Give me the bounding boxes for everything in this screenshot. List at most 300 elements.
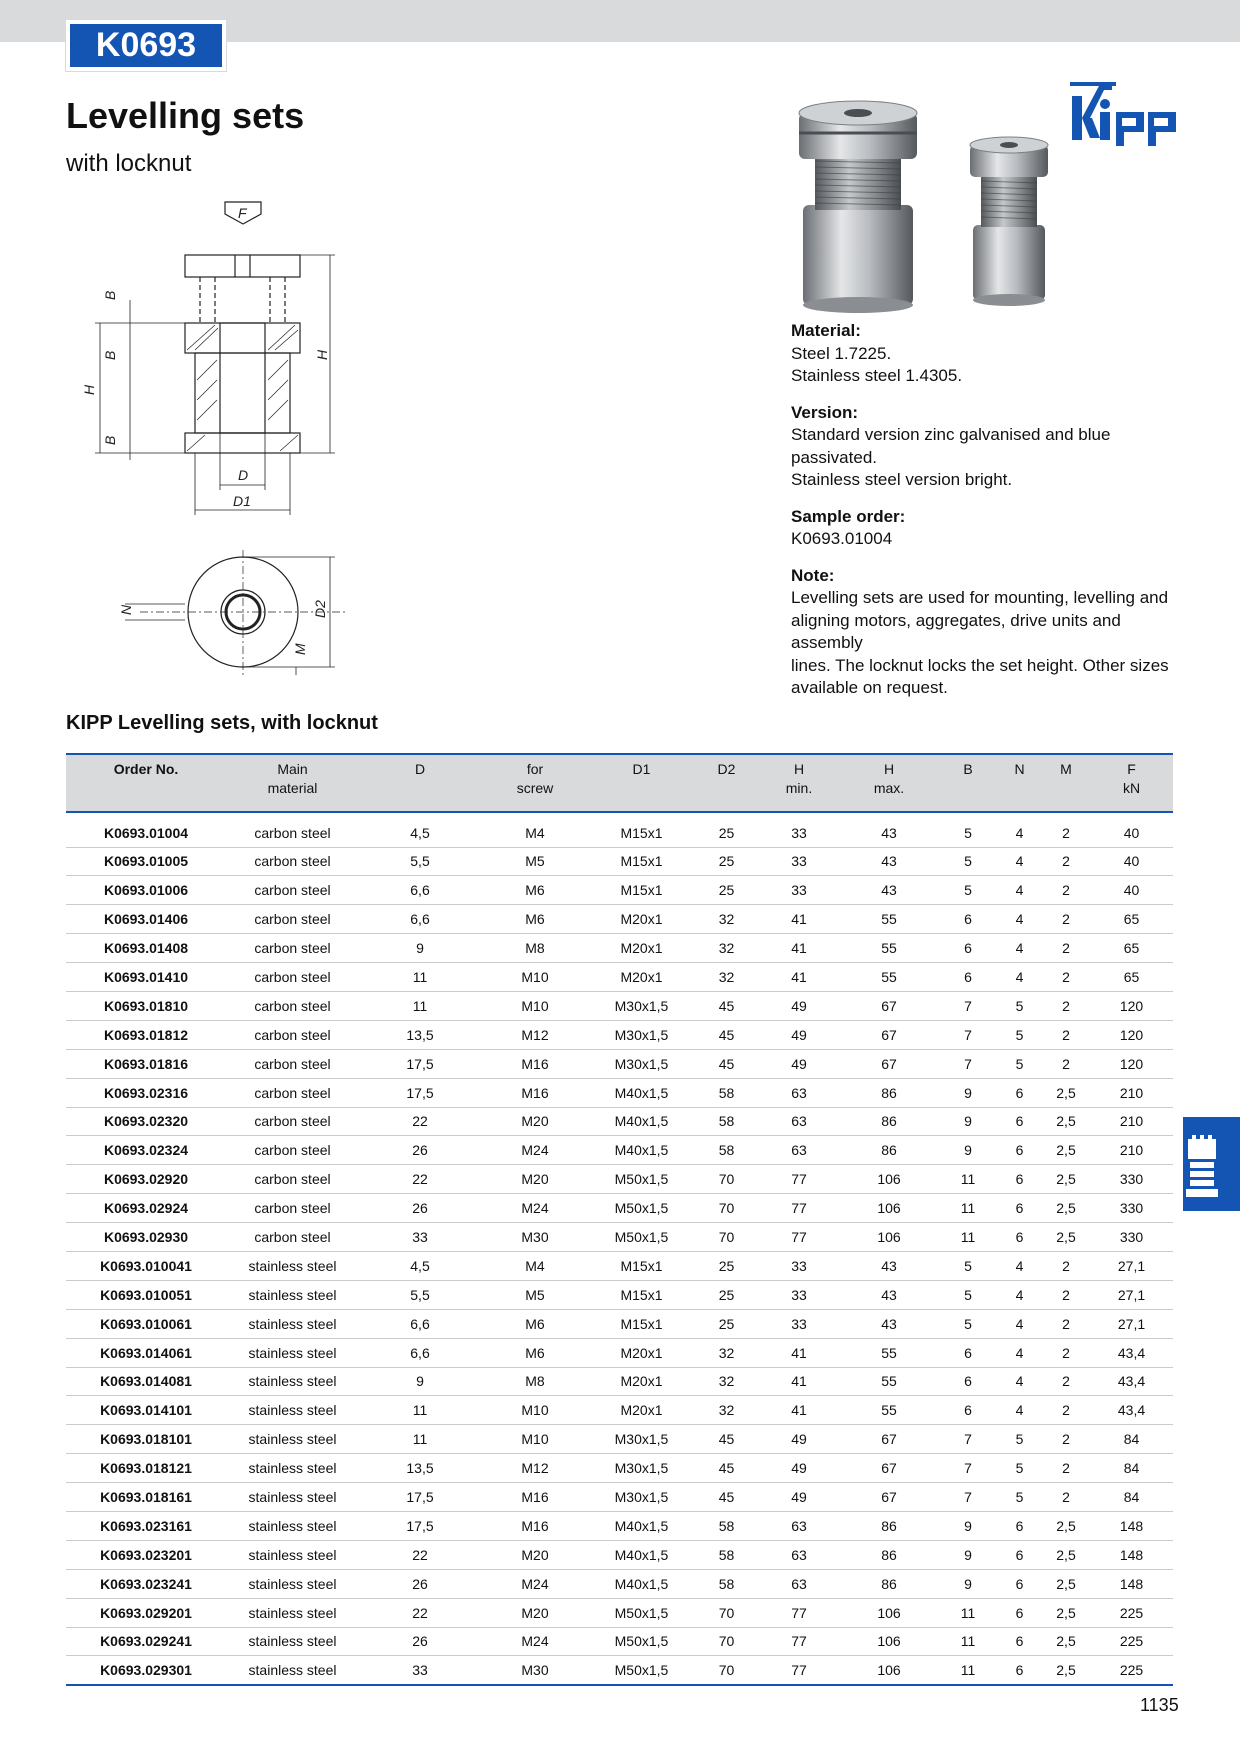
table-cell: 77 xyxy=(759,1194,839,1223)
table-cell: 86 xyxy=(839,1569,939,1598)
table-cell: 70 xyxy=(694,1223,759,1252)
table-row xyxy=(66,1367,1173,1396)
column-header xyxy=(759,754,839,812)
order-number-cell: K0693.02320 xyxy=(66,1107,226,1136)
table-row xyxy=(66,1280,1173,1309)
table-cell: stainless steel xyxy=(226,1251,359,1280)
table-cell: 84 xyxy=(1090,1454,1173,1483)
table-cell: 11 xyxy=(939,1627,997,1656)
table-cell: 11 xyxy=(939,1598,997,1627)
table-cell: 4,5 xyxy=(359,812,481,847)
table-cell: 32 xyxy=(694,934,759,963)
product-photo xyxy=(785,95,1065,320)
table-cell: M24 xyxy=(481,1569,589,1598)
table-cell: 43,4 xyxy=(1090,1367,1173,1396)
order-number-cell: K0693.01408 xyxy=(66,934,226,963)
table-cell: M12 xyxy=(481,1454,589,1483)
table-cell: 17,5 xyxy=(359,1483,481,1512)
table-row xyxy=(66,1165,1173,1194)
svg-text:D: D xyxy=(238,467,249,483)
table-cell: 6 xyxy=(997,1656,1042,1685)
version-heading: Version: xyxy=(791,402,859,422)
table-cell: 33 xyxy=(759,812,839,847)
table-cell: 32 xyxy=(694,1367,759,1396)
table-cell: 330 xyxy=(1090,1223,1173,1252)
table-cell: stainless steel xyxy=(226,1483,359,1512)
table-header-row xyxy=(66,754,1173,812)
order-number-cell: K0693.029301 xyxy=(66,1656,226,1685)
table-cell: 2,5 xyxy=(1042,1165,1090,1194)
table-cell: carbon steel xyxy=(226,1107,359,1136)
table-cell: 5 xyxy=(939,876,997,905)
table-cell: 210 xyxy=(1090,1136,1173,1165)
table-row xyxy=(66,1194,1173,1223)
table-cell: stainless steel xyxy=(226,1309,359,1338)
table-cell: M40x1,5 xyxy=(589,1107,694,1136)
svg-text:B: B xyxy=(102,350,118,360)
table-cell: M30x1,5 xyxy=(589,1020,694,1049)
table-cell: 70 xyxy=(694,1627,759,1656)
order-number-cell: K0693.018161 xyxy=(66,1483,226,1512)
table-cell: M50x1,5 xyxy=(589,1194,694,1223)
table-cell: carbon steel xyxy=(226,905,359,934)
column-header xyxy=(997,754,1042,812)
note-block xyxy=(791,565,1191,700)
note-line: aligning motors, aggregates, drive units and assembly xyxy=(791,610,1121,652)
table-cell: 63 xyxy=(759,1511,839,1540)
order-number-cell: K0693.02924 xyxy=(66,1194,226,1223)
order-number-cell: K0693.02324 xyxy=(66,1136,226,1165)
table-cell: 6 xyxy=(997,1511,1042,1540)
table-cell: 25 xyxy=(694,876,759,905)
table-cell: 11 xyxy=(939,1165,997,1194)
table-cell: 148 xyxy=(1090,1511,1173,1540)
table-cell: 5 xyxy=(939,1280,997,1309)
table-cell: 4 xyxy=(997,812,1042,847)
table-cell: 26 xyxy=(359,1194,481,1223)
table-row xyxy=(66,1656,1173,1685)
table-cell: 77 xyxy=(759,1656,839,1685)
technical-drawing xyxy=(81,200,415,695)
table-cell: M20 xyxy=(481,1107,589,1136)
table-cell: 5,5 xyxy=(359,847,481,876)
table-cell: 84 xyxy=(1090,1483,1173,1512)
table-cell: 63 xyxy=(759,1078,839,1107)
table-cell: 67 xyxy=(839,1483,939,1512)
table-cell: 26 xyxy=(359,1569,481,1598)
table-row xyxy=(66,1049,1173,1078)
column-header xyxy=(481,754,589,812)
table-row xyxy=(66,1136,1173,1165)
table-cell: 5,5 xyxy=(359,1280,481,1309)
table-cell: M10 xyxy=(481,963,589,992)
table-cell: M15x1 xyxy=(589,1280,694,1309)
table-cell: M6 xyxy=(481,1309,589,1338)
table-cell: 27,1 xyxy=(1090,1280,1173,1309)
material-line: Steel 1.7225. xyxy=(791,343,892,363)
table-cell: 67 xyxy=(839,1049,939,1078)
table-cell: stainless steel xyxy=(226,1367,359,1396)
table-row xyxy=(66,1540,1173,1569)
order-number-cell: K0693.010041 xyxy=(66,1251,226,1280)
order-number-cell: K0693.023161 xyxy=(66,1511,226,1540)
table-cell: carbon steel xyxy=(226,1223,359,1252)
table-cell: 22 xyxy=(359,1540,481,1569)
table-cell: carbon steel xyxy=(226,963,359,992)
column-header-line1: D2 xyxy=(717,761,736,777)
column-header-line1: D1 xyxy=(632,761,651,777)
column-header-line2: min. xyxy=(785,780,813,796)
table-cell: 2 xyxy=(1042,905,1090,934)
table-cell: 6 xyxy=(997,1223,1042,1252)
column-header xyxy=(839,754,939,812)
table-cell: M24 xyxy=(481,1627,589,1656)
table-cell: M16 xyxy=(481,1483,589,1512)
table-cell: 210 xyxy=(1090,1078,1173,1107)
table-cell: 106 xyxy=(839,1165,939,1194)
table-cell: 63 xyxy=(759,1136,839,1165)
table-cell: 9 xyxy=(939,1136,997,1165)
table-cell: M6 xyxy=(481,1338,589,1367)
table-cell: 106 xyxy=(839,1627,939,1656)
table-cell: 2,5 xyxy=(1042,1194,1090,1223)
table-cell: M30x1,5 xyxy=(589,1425,694,1454)
table-cell: 11 xyxy=(359,1396,481,1425)
table-cell: 67 xyxy=(839,1020,939,1049)
table-cell: 63 xyxy=(759,1569,839,1598)
note-line: lines. The locknut locks the set height. Other sizes xyxy=(791,655,1169,675)
table-cell: 26 xyxy=(359,1627,481,1656)
table-cell: M20x1 xyxy=(589,963,694,992)
table-cell: 43,4 xyxy=(1090,1396,1173,1425)
table-cell: 5 xyxy=(997,1020,1042,1049)
table-cell: 6 xyxy=(997,1627,1042,1656)
table-cell: 2 xyxy=(1042,876,1090,905)
table-cell: 33 xyxy=(759,1251,839,1280)
table-cell: 26 xyxy=(359,1136,481,1165)
table-cell: 27,1 xyxy=(1090,1251,1173,1280)
table-cell: carbon steel xyxy=(226,1049,359,1078)
table-cell: 33 xyxy=(759,847,839,876)
table-cell: 9 xyxy=(939,1569,997,1598)
table-row xyxy=(66,1425,1173,1454)
svg-text:D2: D2 xyxy=(312,600,328,618)
table-cell: 33 xyxy=(359,1656,481,1685)
table-cell: 4 xyxy=(997,1309,1042,1338)
column-header-line2: max. xyxy=(873,780,905,796)
note-line: available on request. xyxy=(791,678,948,697)
table-cell: 9 xyxy=(359,1367,481,1396)
table-cell: 6,6 xyxy=(359,876,481,905)
table-cell: 45 xyxy=(694,1425,759,1454)
table-cell: 25 xyxy=(694,812,759,847)
table-cell: 6 xyxy=(939,905,997,934)
column-header xyxy=(66,754,226,812)
table-cell: 2,5 xyxy=(1042,1107,1090,1136)
table-cell: 58 xyxy=(694,1078,759,1107)
table-cell: 45 xyxy=(694,1454,759,1483)
table-cell: 67 xyxy=(839,1454,939,1483)
table-cell: 67 xyxy=(839,1425,939,1454)
table-cell: stainless steel xyxy=(226,1598,359,1627)
note-heading: Note: xyxy=(791,565,835,585)
table-cell: 330 xyxy=(1090,1165,1173,1194)
table-cell: M6 xyxy=(481,905,589,934)
table-cell: 22 xyxy=(359,1165,481,1194)
table-row xyxy=(66,812,1173,847)
table-cell: 55 xyxy=(839,963,939,992)
table-cell: 77 xyxy=(759,1223,839,1252)
table-cell: 2,5 xyxy=(1042,1078,1090,1107)
table-cell: 6 xyxy=(939,1367,997,1396)
table-cell: M20x1 xyxy=(589,934,694,963)
table-cell: 2,5 xyxy=(1042,1598,1090,1627)
table-cell: 9 xyxy=(359,934,481,963)
table-cell: 2 xyxy=(1042,1251,1090,1280)
table-cell: 7 xyxy=(939,1454,997,1483)
table-cell: M5 xyxy=(481,1280,589,1309)
column-header-line2: screw xyxy=(516,780,554,796)
table-cell: 6 xyxy=(997,1194,1042,1223)
table-cell: M30x1,5 xyxy=(589,1454,694,1483)
column-header-line2: material xyxy=(267,780,318,796)
table-cell: 2 xyxy=(1042,1367,1090,1396)
table-cell: 49 xyxy=(759,1049,839,1078)
table-cell: 58 xyxy=(694,1540,759,1569)
column-header xyxy=(1042,754,1090,812)
table-cell: 32 xyxy=(694,1338,759,1367)
svg-text:F: F xyxy=(238,205,247,221)
table-cell: M15x1 xyxy=(589,847,694,876)
table-cell: 2 xyxy=(1042,1049,1090,1078)
table-cell: 11 xyxy=(939,1194,997,1223)
svg-text:H: H xyxy=(81,384,97,395)
table-cell: 7 xyxy=(939,1020,997,1049)
table-cell: 225 xyxy=(1090,1627,1173,1656)
spec-table-wrapper xyxy=(66,753,1173,1686)
table-cell: 32 xyxy=(694,1396,759,1425)
table-row xyxy=(66,1078,1173,1107)
table-cell: 40 xyxy=(1090,847,1173,876)
table-cell: 106 xyxy=(839,1223,939,1252)
table-cell: 5 xyxy=(997,991,1042,1020)
order-number-cell: K0693.01005 xyxy=(66,847,226,876)
table-row xyxy=(66,905,1173,934)
table-cell: M50x1,5 xyxy=(589,1656,694,1685)
table-cell: 330 xyxy=(1090,1194,1173,1223)
table-cell: M30 xyxy=(481,1223,589,1252)
table-cell: stainless steel xyxy=(226,1425,359,1454)
table-cell: 27,1 xyxy=(1090,1309,1173,1338)
table-cell: 55 xyxy=(839,1367,939,1396)
table-cell: 2 xyxy=(1042,963,1090,992)
material-line: Stainless steel 1.4305. xyxy=(791,366,963,385)
table-cell: carbon steel xyxy=(226,1194,359,1223)
table-cell: 86 xyxy=(839,1540,939,1569)
table-row xyxy=(66,1309,1173,1338)
table-row xyxy=(66,963,1173,992)
page-subtitle: with locknut xyxy=(66,150,192,177)
spec-table xyxy=(66,753,1173,1686)
table-cell: 11 xyxy=(939,1656,997,1685)
table-cell: 43 xyxy=(839,876,939,905)
table-cell: 4 xyxy=(997,934,1042,963)
table-cell: 65 xyxy=(1090,934,1173,963)
table-cell: 55 xyxy=(839,934,939,963)
table-cell: 55 xyxy=(839,1396,939,1425)
table-cell: 4 xyxy=(997,847,1042,876)
table-cell: 43 xyxy=(839,1251,939,1280)
table-cell: 6 xyxy=(997,1540,1042,1569)
table-row xyxy=(66,1483,1173,1512)
table-cell: 2,5 xyxy=(1042,1540,1090,1569)
svg-text:N: N xyxy=(118,604,134,615)
material-heading: Material: xyxy=(791,321,861,340)
table-cell: 7 xyxy=(939,1049,997,1078)
table-cell: 32 xyxy=(694,905,759,934)
table-cell: M20x1 xyxy=(589,1367,694,1396)
column-header-line1: F xyxy=(1127,761,1136,777)
table-cell: 84 xyxy=(1090,1425,1173,1454)
order-number-cell: K0693.010061 xyxy=(66,1309,226,1338)
table-cell: 2 xyxy=(1042,1425,1090,1454)
table-cell: 2 xyxy=(1042,991,1090,1020)
table-cell: M50x1,5 xyxy=(589,1165,694,1194)
table-cell: 4,5 xyxy=(359,1251,481,1280)
order-number-cell: K0693.02920 xyxy=(66,1165,226,1194)
table-cell: M16 xyxy=(481,1511,589,1540)
table-cell: 2,5 xyxy=(1042,1136,1090,1165)
table-cell: M30x1,5 xyxy=(589,1483,694,1512)
table-cell: carbon steel xyxy=(226,1136,359,1165)
table-cell: M20x1 xyxy=(589,1396,694,1425)
table-cell: 120 xyxy=(1090,991,1173,1020)
table-cell: 5 xyxy=(997,1483,1042,1512)
table-cell: 2,5 xyxy=(1042,1627,1090,1656)
order-number-cell: K0693.02930 xyxy=(66,1223,226,1252)
table-cell: 6 xyxy=(939,1396,997,1425)
table-cell: 5 xyxy=(997,1454,1042,1483)
table-row xyxy=(66,1020,1173,1049)
version-block xyxy=(791,402,1191,492)
table-cell: 9 xyxy=(939,1511,997,1540)
table-cell: 225 xyxy=(1090,1598,1173,1627)
product-code-badge: K0693 xyxy=(66,20,226,71)
order-number-cell: K0693.010051 xyxy=(66,1280,226,1309)
table-cell: carbon steel xyxy=(226,847,359,876)
table-cell: 5 xyxy=(997,1049,1042,1078)
table-cell: 9 xyxy=(939,1078,997,1107)
table-cell: 2,5 xyxy=(1042,1569,1090,1598)
table-cell: 7 xyxy=(939,991,997,1020)
table-cell: 49 xyxy=(759,1425,839,1454)
table-cell: 120 xyxy=(1090,1020,1173,1049)
table-cell: 45 xyxy=(694,1049,759,1078)
table-title: KIPP Levelling sets, with locknut xyxy=(66,712,378,734)
svg-text:M: M xyxy=(292,643,308,655)
table-cell: M40x1,5 xyxy=(589,1136,694,1165)
table-cell: M4 xyxy=(481,1251,589,1280)
table-cell: carbon steel xyxy=(226,812,359,847)
drawing-label-b: B xyxy=(102,290,118,300)
table-cell: 5 xyxy=(939,812,997,847)
table-cell: 2,5 xyxy=(1042,1656,1090,1685)
table-cell: 2 xyxy=(1042,1454,1090,1483)
table-cell: stainless steel xyxy=(226,1454,359,1483)
table-cell: carbon steel xyxy=(226,1020,359,1049)
table-cell: 4 xyxy=(997,1396,1042,1425)
table-cell: 58 xyxy=(694,1107,759,1136)
table-cell: 6 xyxy=(997,1598,1042,1627)
table-cell: 49 xyxy=(759,1483,839,1512)
table-cell: 2 xyxy=(1042,1309,1090,1338)
table-cell: stainless steel xyxy=(226,1396,359,1425)
table-cell: 58 xyxy=(694,1511,759,1540)
table-cell: 25 xyxy=(694,1280,759,1309)
table-cell: stainless steel xyxy=(226,1338,359,1367)
table-row xyxy=(66,1396,1173,1425)
order-number-cell: K0693.02316 xyxy=(66,1078,226,1107)
table-cell: 70 xyxy=(694,1165,759,1194)
column-header xyxy=(1090,754,1173,812)
table-cell: 148 xyxy=(1090,1569,1173,1598)
table-cell: 13,5 xyxy=(359,1020,481,1049)
table-cell: 5 xyxy=(939,847,997,876)
table-row xyxy=(66,1338,1173,1367)
table-cell: 58 xyxy=(694,1136,759,1165)
svg-text:H: H xyxy=(314,349,330,360)
order-number-cell: K0693.018101 xyxy=(66,1425,226,1454)
product-info xyxy=(791,320,1191,714)
table-cell: 40 xyxy=(1090,812,1173,847)
table-cell: carbon steel xyxy=(226,1165,359,1194)
table-cell: 55 xyxy=(839,905,939,934)
table-cell: carbon steel xyxy=(226,934,359,963)
table-cell: 2 xyxy=(1042,812,1090,847)
order-number-cell: K0693.014101 xyxy=(66,1396,226,1425)
column-header-line1: M xyxy=(1060,761,1072,777)
table-cell: 6 xyxy=(997,1107,1042,1136)
table-cell: 17,5 xyxy=(359,1078,481,1107)
table-cell: 6 xyxy=(997,1136,1042,1165)
table-row xyxy=(66,1627,1173,1656)
table-cell: 225 xyxy=(1090,1656,1173,1685)
table-cell: M15x1 xyxy=(589,1309,694,1338)
table-cell: 148 xyxy=(1090,1540,1173,1569)
table-cell: 41 xyxy=(759,905,839,934)
table-cell: 7 xyxy=(939,1425,997,1454)
table-cell: M40x1,5 xyxy=(589,1511,694,1540)
table-cell: M30x1,5 xyxy=(589,1049,694,1078)
note-line: Levelling sets are used for mounting, levelling and xyxy=(791,588,1169,607)
table-cell: 11 xyxy=(359,963,481,992)
table-row xyxy=(66,1251,1173,1280)
table-row xyxy=(66,1569,1173,1598)
table-cell: 2,5 xyxy=(1042,1511,1090,1540)
column-header-line2: kN xyxy=(1122,780,1141,796)
table-cell: 43,4 xyxy=(1090,1338,1173,1367)
table-cell: 4 xyxy=(997,1280,1042,1309)
table-cell: 4 xyxy=(997,1367,1042,1396)
table-cell: M8 xyxy=(481,934,589,963)
table-cell: M10 xyxy=(481,991,589,1020)
table-cell: 33 xyxy=(759,1280,839,1309)
table-cell: 41 xyxy=(759,1396,839,1425)
table-cell: 43 xyxy=(839,812,939,847)
table-cell: stainless steel xyxy=(226,1656,359,1685)
table-cell: M20x1 xyxy=(589,905,694,934)
table-cell: 77 xyxy=(759,1598,839,1627)
